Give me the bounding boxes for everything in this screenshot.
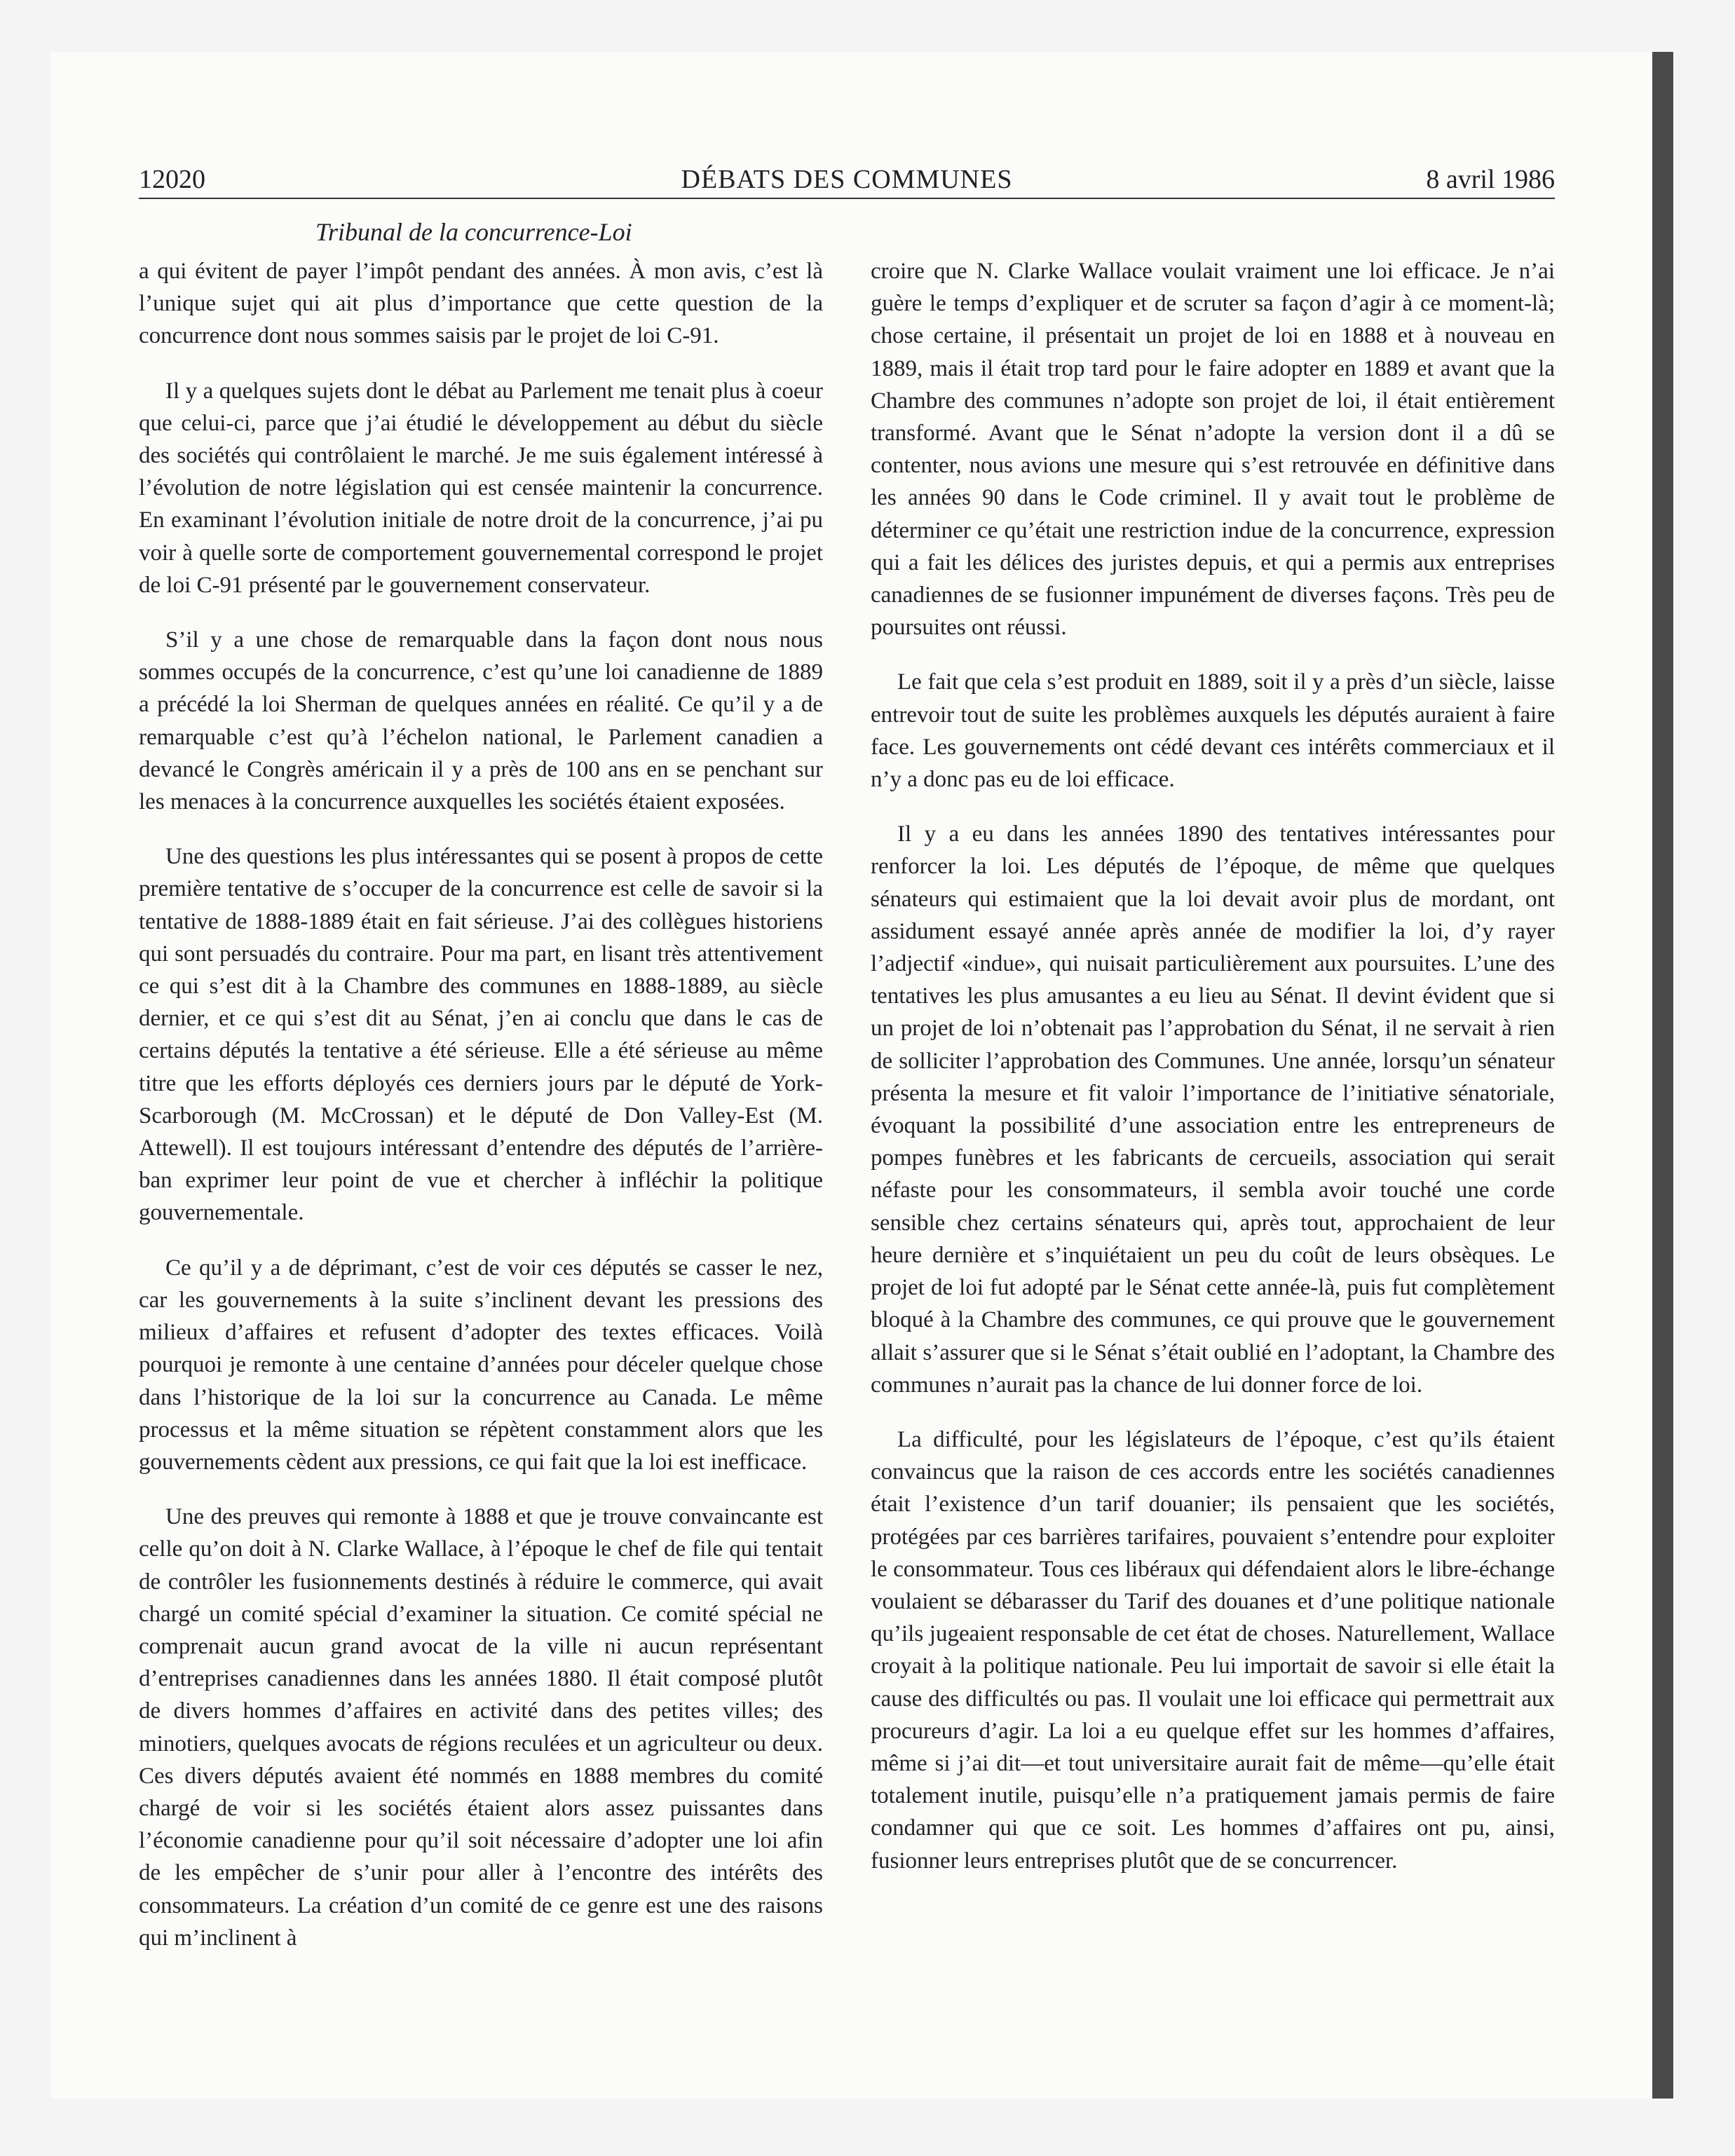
publication-date: 8 avril 1986 — [1426, 165, 1555, 194]
paragraph: S’il y a une chose de remarquable dans la façon dont nous nous sommes occupés de la concurrence, c’est qu’une loi canadienne de 1889 a précédé la loi Sherman de quelques années en réalité. Ce qu’il y a de remarquable c’est qu’à l’échelon national, le Parlement canadien a devancé le Congrès américain il y a près de 100 ans en se penchant sur les menaces à la concurrence auxquelles les sociétés étaient exposées. — [139, 627, 823, 815]
paragraph: croire que N. Clarke Wallace voulait vraiment une loi efficace. Je n’ai guère le temps d’expliquer et de scruter sa façon d’agir à ce moment-là; chose certaine, il présentait un projet de loi en 1888 et à nouveau en 1889, mais il était trop tard pour le faire adopter en 1889 et avant que la Chambre des communes n’adopte son projet de loi, il était entièrement transformé. Avant que le Sénat n’adopte la version dont il a dû se contenter, nous avions une mesure qui s’est retrouvée en définitive dans les années 90 dans le Code criminel. Il y avait tout le problème de déterminer ce qu’était une restriction indue de la concurrence, expression qui a fait les délices des juristes depuis, et qui a permis aux entreprises canadiennes de se fusionner impunément de diverses façons. Très peu de poursuites ont réussi. — [871, 259, 1555, 641]
right-column — [871, 255, 1555, 1899]
paragraph: Une des preuves qui remonte à 1888 et que je trouve convaincante est celle qu’on doit à N. Clarke Wallace, à l’époque le chef de file qui tentait de contrôler les fusionnements destinés à réduire le commerce, qui avait chargé un comité spécial d’examiner la situation. Ce comité spécial ne comprenait aucun grand avocat de la ville ni aucun représentant d’entreprises canadiennes dans les années 1880. Il était composé plutôt de divers hommes d’affaires en activité dans des petites villes; des minotiers, quelques avocats de régions reculées et un agriculteur ou deux. Ces divers députés avaient été nommés en 1888 membres du comité chargé de voir si les sociétés étaient alors assez puissantes dans l’économie canadienne pour qu’il soit nécessaire d’adopter une loi afin de les empêcher de s’unir pour aller à l’encontre des intérêts des consommateurs. La création d’un comité de ce genre est une des raisons qui m’inclinent à — [139, 1504, 823, 1951]
page-number: 12020 — [139, 165, 205, 194]
header-rule — [139, 198, 1555, 199]
paragraph: Il y a eu dans les années 1890 des tentatives intéressantes pour renforcer la loi. Les députés de l’époque, de même que quelques sénateurs qui estimaient que la loi devait avoir plus de mordant, ont assidument essayé année après année de modifier la loi, d’y rayer l’adjectif «indue», qui nuisait particulièrement aux poursuites. L’une des tentatives les plus amusantes a eu lieu au Sénat. Il devint évident que si un projet de loi n’obtenait pas l’approbation du Sénat, il ne servait à rien de solliciter l’approbation des Communes. Une année, lorsqu’un sénateur présenta la mesure et fit valoir l’importance de l’initiative sénatoriale, évoquant la possibilité d’une association entre les entrepreneurs de pompes funèbres et les fabricants de cercueils, association qui serait néfaste pour les consommateurs, il sembla avoir touché une corde sensible chez certains sénateurs qui, après tout, approchaient de leur heure dernière et s’inquiétaient un peu du coût de leurs obsèques. Le projet de loi fut adopté par le Sénat cette année-là, puis fut complètement bloqué à la Chambre des communes, ce qui prouve que le gouvernement allait s’assurer que si le Sénat s’était oublié en l’adoptant, la Chambre des communes n’aurait pas la chance de lui donner force de loi. — [871, 821, 1555, 1398]
publication-title: DÉBATS DES COMMUNES — [681, 165, 1013, 194]
paragraph: Une des questions les plus intéressantes qui se posent à propos de cette première tentative de s’occuper de la concurrence est celle de savoir si la tentative de 1888-1889 était en fait sérieuse. J’ai des collègues historiens qui sont persuadés du contraire. Pour ma part, en lisant très attentivement ce qui s’est dit à la Chambre des communes en 1888-1889, au siècle dernier, et ce qui s’est dit au Sénat, j’en ai conclu que dans le cas de certains députés la tentative a été sérieuse. Elle a été sérieuse au même titre que les efforts déployés ces derniers jours par le député de York-Scarborough (M. McCrossan) et le député de Don Valley-Est (M. Attewell). Il est toujours intéressant d’entendre des députés de l’arrière-ban exprimer leur point de vue et chercher à infléchir la politique gouvernementale. — [139, 844, 823, 1226]
left-column — [139, 255, 823, 1977]
paragraph: Le fait que cela s’est produit en 1889, soit il y a près d’un siècle, laisse entrevoir tout de suite les problèmes auxquels les députés auraient à faire face. Les gouvernements ont cédé devant ces intérêts commerciaux et il n’y a donc pas eu de loi efficace. — [871, 669, 1555, 793]
paragraph: Ce qu’il y a de déprimant, c’est de voir ces députés se casser le nez, car les gouvernements à la suite s’inclinent devant les pressions des milieux d’affaires et refusent d’adopter des textes efficaces. Voilà pourquoi je remonte à une centaine d’années pour déceler quelque chose dans l’historique de la loi sur la concurrence au Canada. Le même processus et la même situation se répètent constamment alors que les gouvernements cèdent aux pressions, ce qui fait que la loi est inefficace. — [139, 1255, 823, 1475]
paragraph: Il y a quelques sujets dont le débat au Parlement me tenait plus à coeur que celui-ci, parce que j’ai étudié le développement au début du siècle des sociétés qui contrôlaient le marché. Je me suis également intéressé à l’évolution de notre législation qui est censée maintenir la concurrence. En examinant l’évolution initiale de notre droit de la concurrence, j’ai pu voir à quelle sorte de comportement gouvernemental correspond le projet de loi C-91 présenté par le gouvernement conservateur. — [139, 378, 823, 598]
paragraph: a qui évitent de payer l’impôt pendant des années. À mon avis, c’est là l’unique sujet qui ait plus d’importance que cette question de la concurrence dont nous sommes saisis par le projet de loi C-91. — [139, 259, 823, 349]
scan-edge-bar — [1652, 52, 1673, 2099]
section-title: Tribunal de la concurrence-Loi — [315, 218, 632, 246]
paragraph: La difficulté, pour les législateurs de l’époque, c’est qu’ils étaient convaincus que la raison de ces accords entre les sociétés canadiennes était l’existence d’un tarif douanier; ils pensaient que les sociétés, protégées par ces barrières tarifaires, pouvaient s’entendre pour exploiter le consommateur. Tous ces libéraux qui défendaient alors le libre-échange voulaient se débarasser du Tarif des douanes et d’une politique nationale qu’ils jugeaient responsable de cet état de choses. Naturellement, Wallace croyait à la politique nationale. Peu lui importait de savoir si elle était la cause des difficultés ou pas. Il voulait une loi efficace qui permettrait aux procureurs d’agir. La loi a eu quelque effet sur les hommes d’affaires, même si j’ai dit—et tout universitaire aurait fait de même—qu’elle était totalement inutile, puisqu’elle n’a pratiquement jamais permis de faire condamner qui que ce soit. Les hommes d’affaires ont pu, ainsi, fusionner leurs entreprises plutôt que de se concurrencer. — [871, 1426, 1555, 1874]
running-header — [139, 160, 1555, 199]
